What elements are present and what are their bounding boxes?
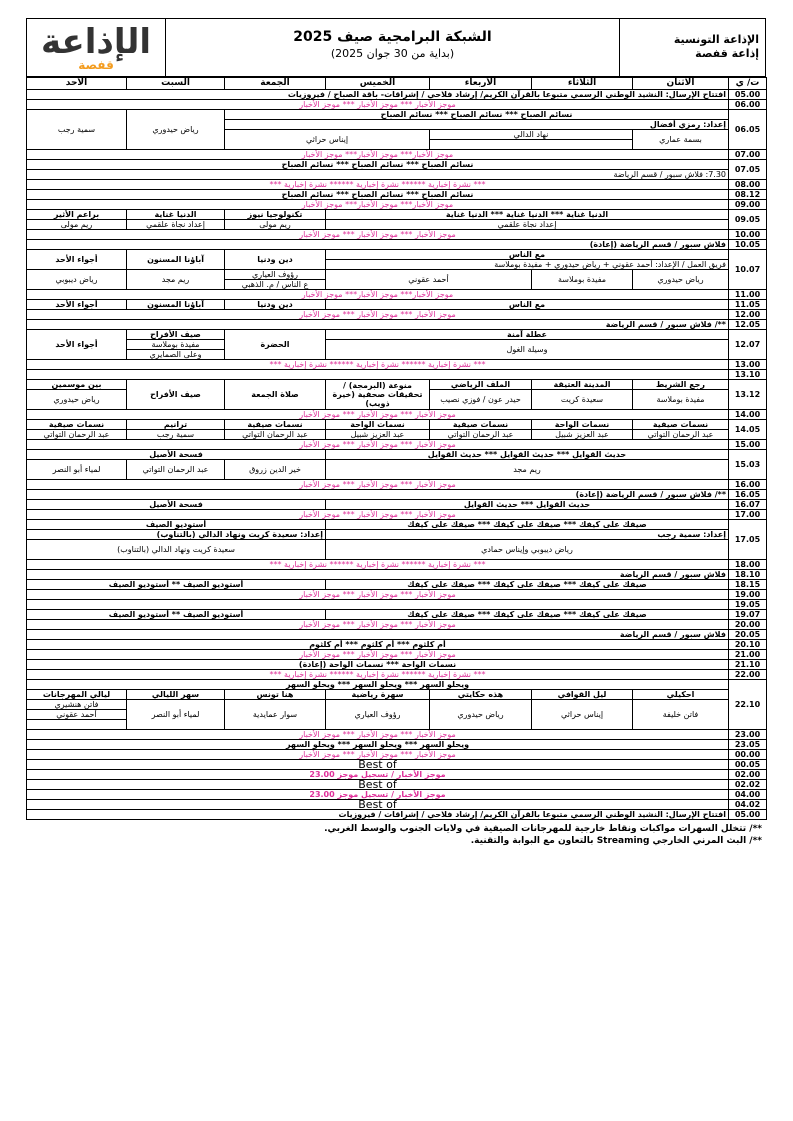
news-cell: موجز الأخبار *** موجز الأخبار *** موجز الأخبار: [27, 310, 729, 320]
news-cell: موجز الأخبار*** موجز الأخبار*** موجز الأخبار: [27, 200, 729, 210]
presenter-cell: نهاد الدالي: [430, 130, 633, 140]
presenter-cell: حيدر عون / فوزي نصيب: [430, 390, 532, 410]
presenter-cell: إيناس حراثي: [532, 700, 633, 730]
presenter-cell: سمية رجب: [27, 110, 127, 150]
time-cell: 04.02: [729, 800, 767, 810]
program-cell: صلاة الجمعة: [225, 380, 326, 410]
news-cell: *** نشرة إخبارية ****** نشرة إخبارية ****** نشرة إخبارية ***: [27, 560, 729, 570]
presenter-cell: عبد الرحمان التواتي: [27, 430, 127, 440]
presenter-cell: مفيدة بوملاسة: [532, 270, 633, 290]
program-cell: إعداد: سمية رجب: [326, 530, 729, 540]
news-cell: موجز الأخبار *** موجز الأخبار *** موجز الأخبار: [27, 480, 729, 490]
presenter-cell: رياض حيدوري: [127, 110, 225, 150]
table-row: [27, 580, 767, 590]
program-cell: إعداد: سعيدة كريت ونهاد الدالي (بالتناوب): [27, 530, 326, 540]
news-cell: *** نشرة إخبارية ****** نشرة إخبارية ****** نشرة إخبارية ***: [27, 180, 729, 190]
presenter-cell: رياض حيدوري: [430, 700, 532, 730]
station-name: إذاعة قفصة: [695, 47, 759, 60]
col-time: ت/ ي: [729, 78, 767, 90]
program-cell: نسمات الواحة: [326, 420, 430, 430]
time-cell: 19.00: [729, 590, 767, 600]
table-row: [27, 690, 767, 700]
program-cell: ويحلو السهر *** ويحلو السهر *** ويحلو السهر: [27, 680, 729, 690]
time-cell: 07.05: [729, 160, 767, 180]
program-cell: آباؤنا المسنون: [127, 300, 225, 310]
presenter-cell: ريم مجد: [127, 270, 225, 290]
logo: [27, 19, 165, 76]
table-row: [27, 650, 767, 660]
time-cell: 20.00: [729, 620, 767, 630]
time-cell: 18.10: [729, 570, 767, 580]
table-row: [27, 210, 767, 220]
time-cell: 22.10: [729, 680, 767, 730]
table-row: [27, 520, 767, 530]
presenter-cell: سعيدة كريت: [532, 390, 633, 410]
program-cell: صيفك على كيفك *** صيفك على كيفك *** صيفك على كيفك: [326, 580, 729, 590]
table-row: [27, 240, 767, 250]
time-cell: 15.03: [729, 450, 767, 480]
footnotes: [26, 823, 766, 847]
program-cell: الدنيا غناية *** الدنيا غناية *** الدنيا غناية: [326, 210, 729, 220]
program-cell: بين موسمين: [27, 380, 127, 390]
time-cell: 12.00: [729, 310, 767, 320]
col-thu: الخميس: [326, 78, 430, 90]
program-cell: أستوديو الصيف ** أستوديو الصيف: [27, 580, 326, 590]
program-cell: نسائم الصباح *** نسائم الصباح *** نسائم الصباح: [27, 190, 729, 200]
footnote: **/ تتخلل السهرات مواكبات ونقاط خارجية للمهرجانات الصيفية في ولايات الجنوب والوسط الغربي.: [324, 824, 762, 834]
news-cell: *** نشرة إخبارية ****** نشرة إخبارية ****** نشرة إخبارية ***: [27, 360, 729, 370]
table-row: [27, 320, 767, 330]
program-cell: أجواء الأحد: [27, 300, 127, 310]
program-cell: أستوديو الصيف ** أستوديو الصيف: [27, 610, 326, 620]
program-cell: الملف الرياضي: [430, 380, 532, 390]
table-row: [27, 670, 767, 680]
schedule-table: [26, 77, 767, 820]
time-cell: 10.07: [729, 250, 767, 290]
table-row: [27, 420, 767, 430]
program-cell: رجع الشريط: [633, 380, 729, 390]
presenter-cell: عبد العزيز شبيل: [326, 430, 430, 440]
table-row: [27, 530, 767, 540]
table-row: [27, 440, 767, 450]
time-cell: 13.10: [729, 370, 767, 380]
presenter-cell: لمياء أبو النصر: [127, 700, 225, 730]
table-row: [27, 370, 767, 380]
program-cell: سهر الليالي: [127, 690, 225, 700]
col-tue: الثلاثاء: [532, 78, 633, 90]
program-cell: آباؤنا المسنون: [127, 250, 225, 270]
presenter-cell: ع الناس / م. الذهبي: [225, 280, 326, 290]
program-cell: 7.30: فلاش سبور / قسم الرياضة: [27, 170, 729, 180]
time-cell: 06.00: [729, 100, 767, 110]
news-cell: موجز الأخبار*** موجز الأخبار*** موجز الأخبار: [27, 150, 729, 160]
table-row: [27, 460, 767, 470]
presenter-cell: عبد العزيز شبيل: [532, 430, 633, 440]
program-cell: احكيلي: [633, 690, 729, 700]
table-row: [27, 800, 767, 810]
table-row: [27, 250, 767, 260]
news-cell: موجز الأخبار *** موجز الأخبار *** موجز الأخبار: [27, 620, 729, 630]
org-block: [619, 19, 765, 76]
table-row: [27, 450, 767, 460]
table-row: [27, 660, 767, 670]
program-cell: صيف الأفراح: [127, 380, 225, 410]
table-row: [27, 560, 767, 570]
title-block: [165, 19, 619, 76]
time-cell: 12.07: [729, 330, 767, 360]
col-sun: الأحد: [27, 78, 127, 90]
presenter-cell: رياض حيدوري: [633, 270, 729, 290]
presenter-cell: ريم مولى: [27, 220, 127, 230]
presenter-cell: إعداد نجاة علقمي: [127, 220, 225, 230]
news-cell: موجز الأخبار *** موجز الأخبار *** موجز الأخبار: [27, 440, 729, 450]
program-cell: صيف الأفراح: [127, 330, 225, 340]
logo-sub: قفصة: [78, 57, 114, 72]
table-row: [27, 300, 767, 310]
program-cell: مع الناس: [326, 300, 729, 310]
program-cell: منوعة (البرمجة) / تحقيقات صحفية (خيرة ذويب): [326, 380, 430, 410]
footnote: **/ البث المرني الخارجي Streaming بالتعاون مع البوابة والتقنية.: [470, 836, 762, 846]
time-cell: 10.05: [729, 240, 767, 250]
program-cell: نسمات صيفية: [633, 420, 729, 430]
presenter-cell: فاتن خليفة: [633, 700, 729, 730]
time-cell: 11.05: [729, 300, 767, 310]
table-row: [27, 680, 767, 690]
presenter-cell: عبد الرحمان التواتي: [127, 460, 225, 480]
table-row: [27, 220, 767, 230]
table-row: [27, 760, 767, 770]
logo-word: الإذاعة: [40, 21, 152, 62]
time-cell: 20.10: [729, 640, 767, 650]
news-cell: موجز الأخبار *** موجز الأخبار *** موجز الأخبار: [27, 730, 729, 740]
time-cell: 18.15: [729, 580, 767, 590]
table-row: [27, 510, 767, 520]
time-cell: 08.00: [729, 180, 767, 190]
table-row: [27, 590, 767, 600]
time-cell: 02.02: [729, 780, 767, 790]
program-cell: ليالي المهرجانات: [27, 690, 127, 700]
presenter-cell: سمية رجب: [127, 430, 225, 440]
program-cell: الحضرة: [225, 330, 326, 360]
time-cell: 10.00: [729, 230, 767, 240]
col-fri: الجمعة: [225, 78, 326, 90]
time-cell: 17.05: [729, 520, 767, 560]
program-cell: فريق العمل / الإعداد: أحمد عقوني + رياض حيدوري + مفيدة بوملاسة: [326, 260, 729, 270]
table-row: [27, 540, 767, 550]
presenter-cell: سوار عمايدية: [225, 700, 326, 730]
program-cell: فلاش سبور / قسم الرياضة: [27, 570, 729, 580]
table-row: [27, 200, 767, 210]
presenter-cell: رؤوف العياري: [326, 700, 430, 730]
time-cell: 19.07: [729, 610, 767, 620]
page-subtitle: (بداية من 30 جوان 2025): [330, 47, 455, 60]
presenter-cell: رؤوف العياري: [225, 270, 326, 280]
program-cell: صيفك على كيفك *** صيفك على كيفك *** صيفك على كيفك: [326, 520, 729, 530]
time-cell: 14.00: [729, 410, 767, 420]
table-row: [27, 150, 767, 160]
program-cell: نسائم الصباح *** نسائم الصباح *** نسائم الصباح: [27, 160, 729, 170]
presenter-cell: بسمة عماري: [633, 130, 729, 150]
org-name: الإذاعة التونسية: [673, 33, 759, 46]
day-header-row: [27, 78, 767, 90]
program-cell: هنا تونس: [225, 690, 326, 700]
time-cell: 16.05: [729, 490, 767, 500]
program-cell: Best of: [27, 780, 729, 790]
presenter-cell: لمياء أبو النصر: [27, 460, 127, 480]
program-cell: إعداد: رمزي أفضال: [225, 120, 729, 130]
program-cell: فسحة الأصيل: [27, 500, 326, 510]
time-cell: 13.00: [729, 360, 767, 370]
time-cell: 07.00: [729, 150, 767, 160]
news-cell: موجز الأخبار*** موجز الأخبار*** موجز الأخبار: [27, 290, 729, 300]
table-row: [27, 290, 767, 300]
time-cell: 21.10: [729, 660, 767, 670]
schedule-page: [26, 18, 766, 847]
time-cell: 00.05: [729, 760, 767, 770]
table-row: [27, 340, 767, 350]
time-cell: 22.00: [729, 670, 767, 680]
presenter-cell: عبد الرحمان التواتي: [225, 430, 326, 440]
time-cell: 16.07: [729, 500, 767, 510]
time-cell: 16.00: [729, 480, 767, 490]
time-cell: 09.05: [729, 210, 767, 230]
time-cell: 09.00: [729, 200, 767, 210]
program-cell: براعم الأثير: [27, 210, 127, 220]
table-row: [27, 780, 767, 790]
table-row: [27, 190, 767, 200]
news-cell: موجز الأخبار / تسجيل موجز 23.00: [27, 790, 729, 800]
time-cell: 12.05: [729, 320, 767, 330]
table-row: [27, 750, 767, 760]
table-row: [27, 360, 767, 370]
time-cell: 04.00: [729, 790, 767, 800]
table-row: [27, 180, 767, 190]
time-cell: 15.00: [729, 440, 767, 450]
program-cell: عطلة آمنة: [326, 330, 729, 340]
table-row: [27, 330, 767, 340]
table-row: [27, 90, 767, 100]
table-row: [27, 790, 767, 800]
program-cell: فلاش سبور / قسم الرياضة: [27, 630, 729, 640]
program-cell: نسائم الصباح *** نسائم الصباح *** نسائم الصباح: [225, 110, 729, 120]
program-cell: **/ فلاش سبور / قسم الرياضة (إعادة): [27, 490, 729, 500]
time-cell: 20.05: [729, 630, 767, 640]
table-row: [27, 640, 767, 650]
time-cell: 21.00: [729, 650, 767, 660]
presenter-cell: خير الدين زروق: [225, 460, 326, 480]
presenter-cell: أحمد عقوني: [326, 270, 532, 290]
table-row: [27, 700, 767, 710]
table-row: [27, 490, 767, 500]
news-cell: *** نشرة إخبارية ****** نشرة إخبارية ****** نشرة إخبارية ***: [27, 670, 729, 680]
presenter-cell: ريم مولى: [225, 220, 326, 230]
program-cell: الدنيا غناية: [127, 210, 225, 220]
table-row: [27, 310, 767, 320]
program-cell: أجواء الأحد: [27, 330, 127, 360]
time-cell: 17.00: [729, 510, 767, 520]
table-row: [27, 170, 767, 180]
time-cell: 19.05: [729, 600, 767, 610]
program-cell: ليل القوافي: [532, 690, 633, 700]
news-cell: موجز الأخبار *** موجز الأخبار *** موجز الأخبار: [27, 100, 729, 110]
table-row: [27, 160, 767, 170]
program-cell: أم كلثوم *** أم كلثوم *** أم كلثوم: [27, 640, 729, 650]
program-cell: حديث القوايل *** حديث القوايل *** حديث القوايل: [326, 450, 729, 460]
program-cell: سهرة رياضية: [326, 690, 430, 700]
news-cell: موجز الأخبار *** موجز الأخبار *** موجز الأخبار: [27, 750, 729, 760]
time-cell: 02.00: [729, 770, 767, 780]
news-cell: موجز الأخبار *** موجز الأخبار *** موجز الأخبار: [27, 410, 729, 420]
presenter-cell: وعلى الصمايري: [127, 350, 225, 360]
table-row: [27, 770, 767, 780]
page-title: الشبكة البرامجية صيف 2025: [293, 29, 492, 45]
presenter-cell: ريم مجد: [326, 460, 729, 480]
col-mon: الاثنان: [633, 78, 729, 90]
table-row: [27, 410, 767, 420]
time-cell: 00.00: [729, 750, 767, 760]
table-row: [27, 810, 767, 820]
table-row: [27, 270, 767, 280]
table-row: [27, 610, 767, 620]
program-cell: المدينة العتيقة: [532, 380, 633, 390]
table-row: [27, 570, 767, 580]
presenter-cell: مفيدة بوملاسة: [127, 340, 225, 350]
presenter-cell: وسيلة الغول: [326, 340, 729, 360]
program-cell: دين ودنيا: [225, 300, 326, 310]
table-row: [27, 430, 767, 440]
col-sat: السبت: [127, 78, 225, 90]
table-row: [27, 380, 767, 390]
program-cell: Best of: [27, 760, 729, 770]
table-row: [27, 100, 767, 110]
presenter-cell: رياض ديبوبي: [27, 270, 127, 290]
program-cell: Best of: [27, 800, 729, 810]
presenter-cell: إيناس حراثي: [225, 130, 430, 150]
time-cell: 23.00: [729, 730, 767, 740]
presenter-cell: رياض حيدوري: [27, 390, 127, 410]
presenter-cell: سعيدة كريت ونهاد الدالي (بالتناوب): [27, 540, 326, 560]
news-cell: موجز الأخبار / تسجيل موجز 23.00: [27, 770, 729, 780]
program-cell: نسمات الواحة *** نسمات الواحة (إعادة): [27, 660, 729, 670]
program-cell: صيفك على كيفك *** صيفك على كيفك *** صيفك على كيفك: [326, 610, 729, 620]
table-row: [27, 740, 767, 750]
presenter-cell: عبد الرحمان التواتي: [633, 430, 729, 440]
news-cell: موجز الأخبار *** موجز الأخبار *** موجز الأخبار: [27, 590, 729, 600]
time-cell: 14.05: [729, 420, 767, 440]
news-cell: موجز الأخبار *** موجز الأخبار *** موجز الأخبار: [27, 230, 729, 240]
presenter-cell: أحمد عقوني: [27, 710, 127, 720]
presenter-cell: رياض ديبوبي وإيناس حمادي: [326, 540, 729, 560]
program-cell: نسمات صيفية: [225, 420, 326, 430]
program-cell: نسمات صيفية: [430, 420, 532, 430]
table-row: [27, 630, 767, 640]
time-cell: 05.00: [729, 90, 767, 100]
time-cell: 06.05: [729, 110, 767, 150]
program-cell: ويحلو السهر *** ويحلو السهر *** ويحلو السهر: [27, 740, 729, 750]
time-cell: 23.05: [729, 740, 767, 750]
table-row: [27, 500, 767, 510]
program-cell: تكنولوجيا نيوز: [225, 210, 326, 220]
table-row: [27, 600, 767, 610]
presenter-cell: مفيدة بوملاسة: [633, 390, 729, 410]
header: [26, 18, 766, 77]
presenter-cell: فاتن هنشيري: [27, 700, 127, 710]
col-wed: الأربعاء: [430, 78, 532, 90]
program-cell: نسمات الواحة: [532, 420, 633, 430]
program-cell: نسمات صيفية: [27, 420, 127, 430]
presenter-cell: إعداد نجاة علقمي: [326, 220, 729, 230]
presenter-cell: عبد الرحمان التواتي: [430, 430, 532, 440]
program-cell: فلاش سبور / قسم الرياضة (إعادة): [27, 240, 729, 250]
table-row: [27, 480, 767, 490]
time-cell: 08.12: [729, 190, 767, 200]
table-row: [27, 110, 767, 120]
time-cell: 05.00: [729, 810, 767, 820]
table-row: [27, 620, 767, 630]
program-cell: حديث القوايل *** حديث القوايل: [326, 500, 729, 510]
program-cell: مع الناس: [326, 250, 729, 260]
news-cell: موجز الأخبار *** موجز الأخبار *** موجز الأخبار: [27, 650, 729, 660]
table-row: [27, 730, 767, 740]
program-cell: فسحة الأصيل: [27, 450, 326, 460]
program-cell: دين ودنيا: [225, 250, 326, 270]
news-cell: موجز الأخبار *** موجز الأخبار *** موجز الأخبار: [27, 510, 729, 520]
program-cell: **/ فلاش سبور / قسم الرياضة: [27, 320, 729, 330]
program-cell: افتتاح الإرسال: النشيد الوطني الرسمي متبوعا بالقرآن الكريم/ إرشاد فلاحي / إشراقات- باقة الصباح / فيروزيات: [27, 90, 729, 100]
program-cell: أجواء الأحد: [27, 250, 127, 270]
program-cell: أستوديو الصيف: [27, 520, 326, 530]
time-cell: 11.00: [729, 290, 767, 300]
time-cell: 18.00: [729, 560, 767, 570]
table-row: [27, 230, 767, 240]
time-cell: 13.12: [729, 380, 767, 410]
program-cell: ترانيم: [127, 420, 225, 430]
program-cell: افتتاح الإرسال: النشيد الوطني الرسمي متبوعا بالقرآن الكريم/ إرشاد فلاحي / إشراقات / فيروزيات: [27, 810, 729, 820]
program-cell: هذه حكايتي: [430, 690, 532, 700]
